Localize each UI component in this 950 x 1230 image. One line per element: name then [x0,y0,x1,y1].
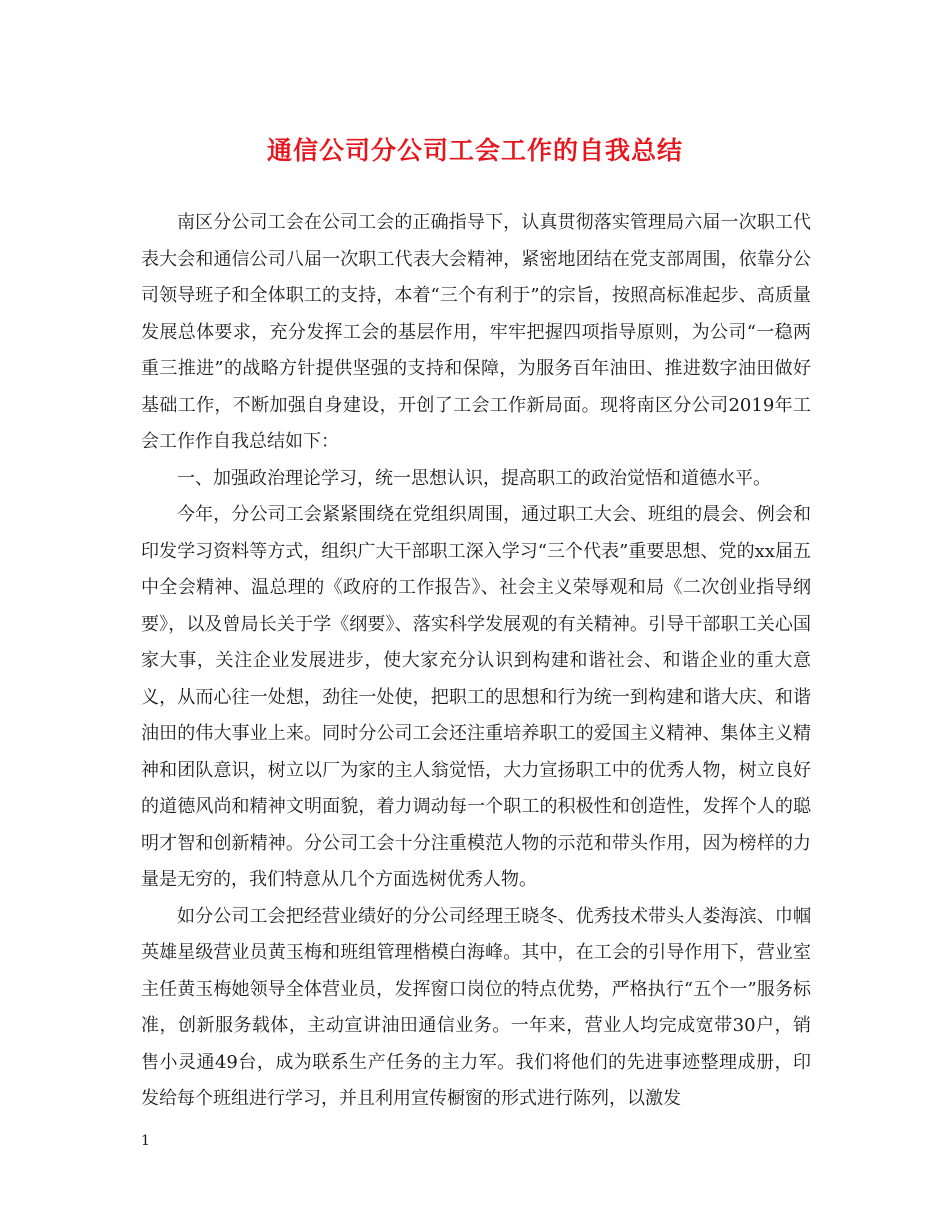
page-number: 1 [141,1133,150,1149]
document-title: 通信公司分公司工会工作的自我总结 [266,136,683,165]
paragraph-model-workers: 如分公司工会把经营业绩好的分公司经理王晓冬、优秀技术带头人娄海滨、巾帼英雄星级营业员黄玉梅和班组管理楷模白海峰。其中，在工会的引导作用下，营业室主任黄玉梅她领导全体营业员，发挥窗口岗位的特点优势，严格执行“五个一”服务标准，创新服务载体，主动宣讲油田通信业务。一年来，营业人均完成宽带30户，销售小灵通49台，成为联系生产任务的主力军。我们将他们的先进事迹整理成册，印发给每个班组进行学习，并且利用宣传橱窗的形式进行陈列，以激发 [141,905,811,1109]
paragraph-intro: 南区分公司工会在公司工会的正确指导下，认真贯彻落实管理局六届一次职工代表大会和通信公司八届一次职工代表大会精神，紧密地团结在党支部周围，依靠分公司领导班子和全体职工的支持，本着“三个有利于”的宗旨，按照高标准起步、高质量发展总体要求，充分发挥工会的基层作用，牢牢把握四项指导原则，为公司“一稳两重三推进”的战略方针提供坚强的支持和保障，为服务百年油田、推进数字油田做好基础工作，不断加强自身建设，开创了工会工作新局面。现将南区分公司2019年工会工作作自我总结如下： [141,212,811,452]
paragraph-political-study: 今年，分公司工会紧紧围绕在党组织周围，通过职工大会、班组的晨会、例会和印发学习资料等方式，组织广大干部职工深入学习“三个代表”重要思想、党的xx届五中全会精神、温总理的《政府的工作报告》、社会主义荣辱观和局《二次创业指导纲要》，以及曾局长关于学《纲要》、落实科学发展观的有关精神。引导干部职工关心国家大事，关注企业发展进步，使大家充分认识到构建和谐社会、和谐企业的重大意义，从而心往一处想，劲往一处使，把职工的思想和行为统一到构建和谐大庆、和谐油田的伟大事业上来。同时分公司工会还注重培养职工的爱国主义精神、集体主义精神和团队意识，树立以厂为家的主人翁觉悟，大力宣扬职工中的优秀人物，树立良好的道德风尚和精神文明面貌，着力调动每一个职工的积极性和创造性，发挥个人的聪明才智和创新精神。分公司工会十分注重模范人物的示范和带头作用，因为榜样的力量是无穷的，我们特意从几个方面选树优秀人物。 [141,504,811,890]
paragraph-section-heading: 一、加强政治理论学习，统一思想认识，提高职工的政治觉悟和道德水平。 [177,467,771,489]
document-body [141,205,811,1118]
